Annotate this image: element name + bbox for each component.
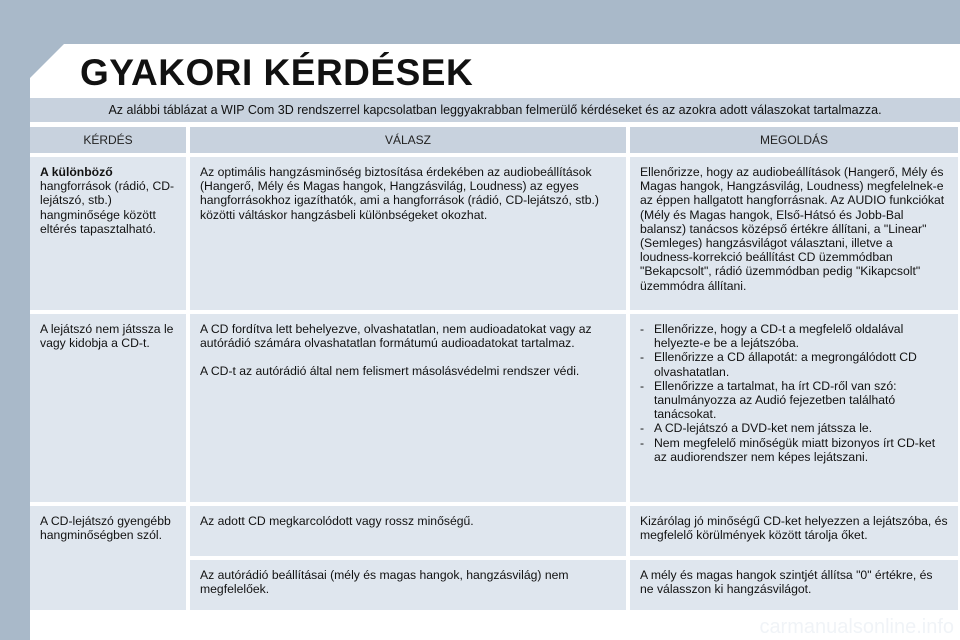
row2-solution: [630, 314, 958, 502]
row2-solution-list: [640, 322, 948, 464]
row1-question-bold: A különböző: [40, 165, 113, 179]
list-item: - Ellenőrizze a tartalmat, ha írt CD-ről van szó: tanulmányozza az Audió fejezetben található tanácsokat.: [640, 378, 897, 422]
row2-answer-part2: A CD-t az autórádió által nem felismert másolásvédelmi rendszer védi.: [200, 364, 580, 379]
row2-question: A lejátszó nem játssza le vagy kidobja a CD-t.: [30, 314, 186, 502]
row2-answer: [190, 314, 626, 502]
row3-solution-1: Kizárólag jó minőségű CD-ket helyezzen a lejátszóba, és megfelelő körülmények között tárolja őket.: [630, 506, 958, 556]
list-item: - Ellenőrizze a CD állapotát: a megrongálódott CD olvashatatlan.: [640, 350, 917, 379]
row3-answer-1: Az adott CD megkarcolódott vagy rossz minőségű.: [190, 506, 626, 556]
row2-answer-part1: A CD fordítva lett behelyezve, olvashatatlan, nem audioadatokat vagy az autórádió számára olvashatatlan formátumú audioadatokat tartalmaz.: [200, 322, 592, 351]
row1-answer: Az optimális hangzásminőség biztosítása érdekében az audiobeállítások (Hangerő, Mély és Magas hangok, Hangzásvilág, Loudness) az egyes hangforrásokhoz igazíthatók, ami a hangforrások (rádió, CD-lejátszó, stb.) közötti váltáskor hangzásbeli különbségeket okozhat.: [190, 157, 626, 310]
row1-solution: Ellenőrizze, hogy az audiobeállítások (Hangerő, Mély és Magas hangok, Hangzásvilág, Loudness) megfelelnek-e az éppen hallgatott hangforrásnak. Az AUDIO funkciókat (Mély és Magas hangok, Első-Hátsó és Jobb-Bal balansz) tanácsos középső értékre állítani, a "Linear" (Semleges) hangzásvilágot választani, illetve a loudness-korrekció beállítást CD üzemmódban "Bekapcsolt", rádió üzemmódban pedig "Kikapcsolt" üzemmódra állítani.: [630, 157, 958, 310]
list-item: - A CD-lejátszó a DVD-ket nem játssza le.: [640, 421, 873, 436]
header-answer: VÁLASZ: [190, 127, 626, 153]
list-item: - Ellenőrizze, hogy a CD-t a megfelelő oldalával helyezte-e be a lejátszóba.: [640, 322, 904, 351]
row3-question: A CD-lejátszó gyengébb hangminőségben szól.: [30, 506, 186, 610]
page-number: 266: [30, 613, 56, 630]
list-item: - Nem megfelelő minőségük miatt bizonyos írt CD-ket az audiorendszer nem képes lejátszani.: [640, 435, 936, 464]
row3-solution-2: A mély és magas hangok szintjét állítsa "0" értékre, és ne válasszon ki hangzásvilágot.: [630, 560, 958, 610]
header-solution: MEGOLDÁS: [630, 127, 958, 153]
header-question: KÉRDÉS: [30, 127, 186, 153]
watermark: carmanualsonline.info: [759, 616, 954, 638]
row1-question: [30, 157, 186, 310]
intro-text: Az alábbi táblázat a WIP Com 3D rendszerrel kapcsolatban leggyakrabban felmerülő kérdéseket és az azokra adott válaszokat tartalmazza.: [30, 98, 960, 122]
row1-question-text: hangforrások (rádió, CD-lejátszó, stb.) hangminősége között eltérés tapasztalható.: [40, 179, 175, 236]
row3-answer-2: Az autórádió beállításai (mély és magas hangok, hangzásvilág) nem megfelelőek.: [190, 560, 626, 610]
page-title: GYAKORI KÉRDÉSEK: [80, 52, 474, 93]
